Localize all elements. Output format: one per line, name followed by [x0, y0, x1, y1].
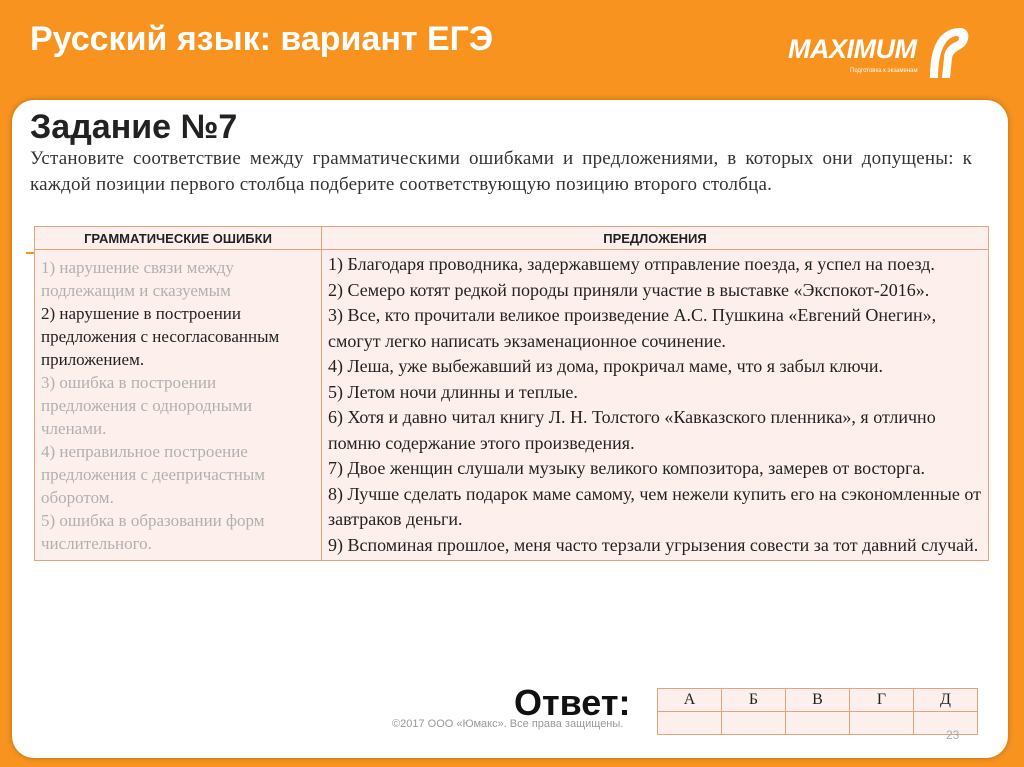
presentation-title: Русский язык: вариант ЕГЭ	[30, 20, 494, 58]
task-instruction: Установите соответствие между грамматическими ошибками и предложениями, в которых они допущены: к каждой позиции первого столбца подберите соответствующую позицию второго столбца.	[30, 148, 972, 195]
page-number: 23	[946, 728, 960, 742]
sentence-item: 9) Вспоминая прошлое, меня часто терзали угрызения совести за тот давний случай.	[328, 534, 979, 555]
logo-tagline: Подготовка к экзаменам	[850, 68, 918, 74]
error-item: 5) ошибка в образовании форм числительного.	[41, 510, 265, 553]
logo-mark-icon	[924, 24, 972, 80]
task-title: Задание №7	[30, 108, 238, 146]
errors-cell	[35, 250, 322, 561]
sentence-item: 6) Хотя и давно читал книгу Л. Н. Толстого «Кавказского пленника», я отлично помню содержание этого произведения.	[328, 407, 936, 453]
answer-table	[657, 688, 978, 735]
answer-letter: Б	[722, 689, 786, 712]
answer-label: Ответ:	[514, 682, 631, 723]
answer-letter: Д	[914, 689, 978, 712]
answer-input-cell[interactable]	[722, 712, 786, 735]
sentence-item: 7) Двое женщин слушали музыку великого композитора, замерев от восторга.	[328, 458, 926, 478]
answer-input-cell[interactable]	[658, 712, 722, 735]
maximum-logo	[788, 24, 978, 80]
sentence-item: 8) Лучше сделать подарок маме самому, чем нежели купить его на сэкономленные от завтраков деньги.	[328, 483, 981, 529]
header-errors: ГРАММАТИЧЕСКИЕ ОШИБКИ	[35, 227, 322, 250]
error-item: 1) нарушение связи между подлежащим и сказуемым	[41, 257, 234, 300]
header-sentences: ПРЕДЛОЖЕНИЯ	[322, 227, 989, 250]
error-item: 2) нарушение в построении предложения с несогласованным приложением.	[41, 303, 280, 369]
answer-letter: В	[786, 689, 850, 712]
answer-input-cell[interactable]	[786, 712, 850, 735]
logo-text: MAXIMUM	[788, 34, 917, 64]
sentence-item: 4) Леша, уже выбежавший из дома, прокричал маме, что я забыл ключи.	[328, 356, 884, 376]
answer-input-cell[interactable]	[850, 712, 914, 735]
sentence-item: 3) Все, кто прочитали великое произведение А.С. Пушкина «Евгений Онегин», смогут легко написать экзаменационное сочинение.	[328, 305, 937, 351]
error-item: 3) ошибка в построении предложения с однородными членами.	[41, 372, 253, 438]
sentences-cell	[322, 250, 989, 561]
answer-letter: А	[658, 689, 722, 712]
matching-table	[34, 226, 989, 561]
sentence-item: 2) Семеро котят редкой породы приняли участие в выставке «Экспокот-2016».	[328, 279, 930, 300]
copyright-footer: ©2017 ООО «Юмакс». Все права защищены.	[392, 718, 624, 730]
sentence-item: 5) Летом ночи длинны и теплые.	[328, 381, 578, 402]
answer-letter: Г	[850, 689, 914, 712]
sentence-item: 1) Благодаря проводника, задержавшему отправление поезда, я успел на поезд.	[328, 254, 935, 274]
error-item: 4) неправильное построение предложения с деепричастным оборотом.	[41, 441, 266, 507]
